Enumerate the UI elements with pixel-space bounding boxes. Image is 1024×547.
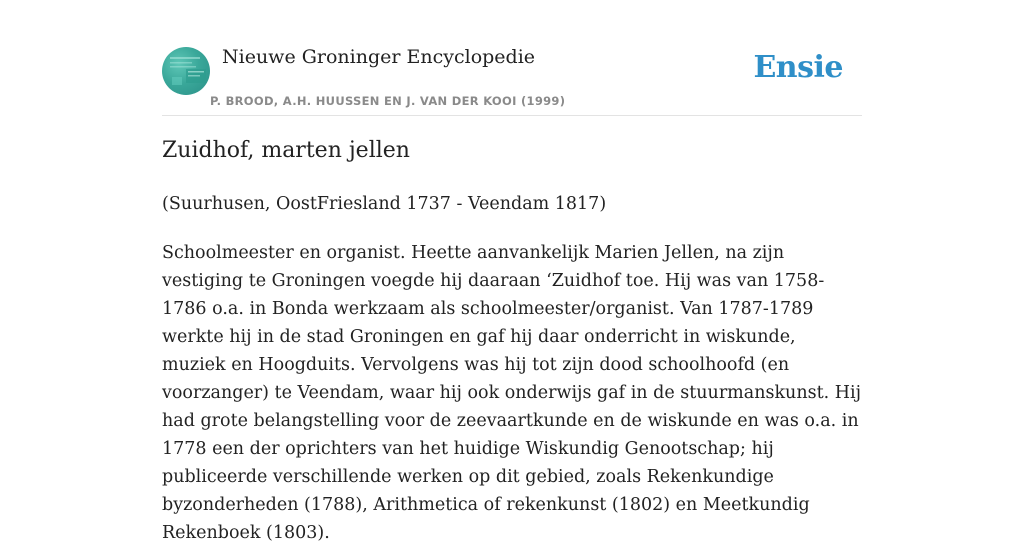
book-authors: P. BROOD, A.H. HUUSSEN EN J. VAN DER KOOI (1999) (210, 94, 566, 108)
entry-subtitle: (Suurhusen, OostFriesland 1737 - Veendam 1817) (162, 194, 607, 214)
book-cover-image (162, 47, 210, 95)
book-cover-thumbnail[interactable] (162, 47, 210, 95)
book-title[interactable]: Nieuwe Groninger Encyclopedie (222, 46, 536, 68)
entry-body: Schoolmeester en organist. Heette aanvankelijk Marien Jellen, na zijn vestiging te Groningen voegde hij daaraan ‘Zuidhof toe. Hij was van 1758-1786 o.a. in Bonda werkzaam als schoolmeester/organist. Van 1787-1789 werkte hij in de stad Groningen en gaf hij daar onderricht in wiskunde, muziek en Hoogduits. Vervolgens was hij tot zijn dood schoolhoofd (en voorzanger) te Veendam, waar hij ook onderwijs gaf in de stuurmanskunst. Hij had grote belangstelling voor de zeevaartkunde en de wiskunde en was o.a. in 1778 een der oprichters van het huidige Wiskundig Genootschap; hij publiceerde verschillende werken op dit gebied, zoals Rekenkundige byzonderheden (1788), Arithmetica of rekenkunst (1802) en Meetkundig Rekenboek (1803). (162, 243, 862, 543)
encyclopedia-header (162, 40, 862, 116)
ensie-logo[interactable]: Ensie (753, 50, 843, 85)
entry-title: Zuidhof, marten jellen (162, 138, 410, 163)
